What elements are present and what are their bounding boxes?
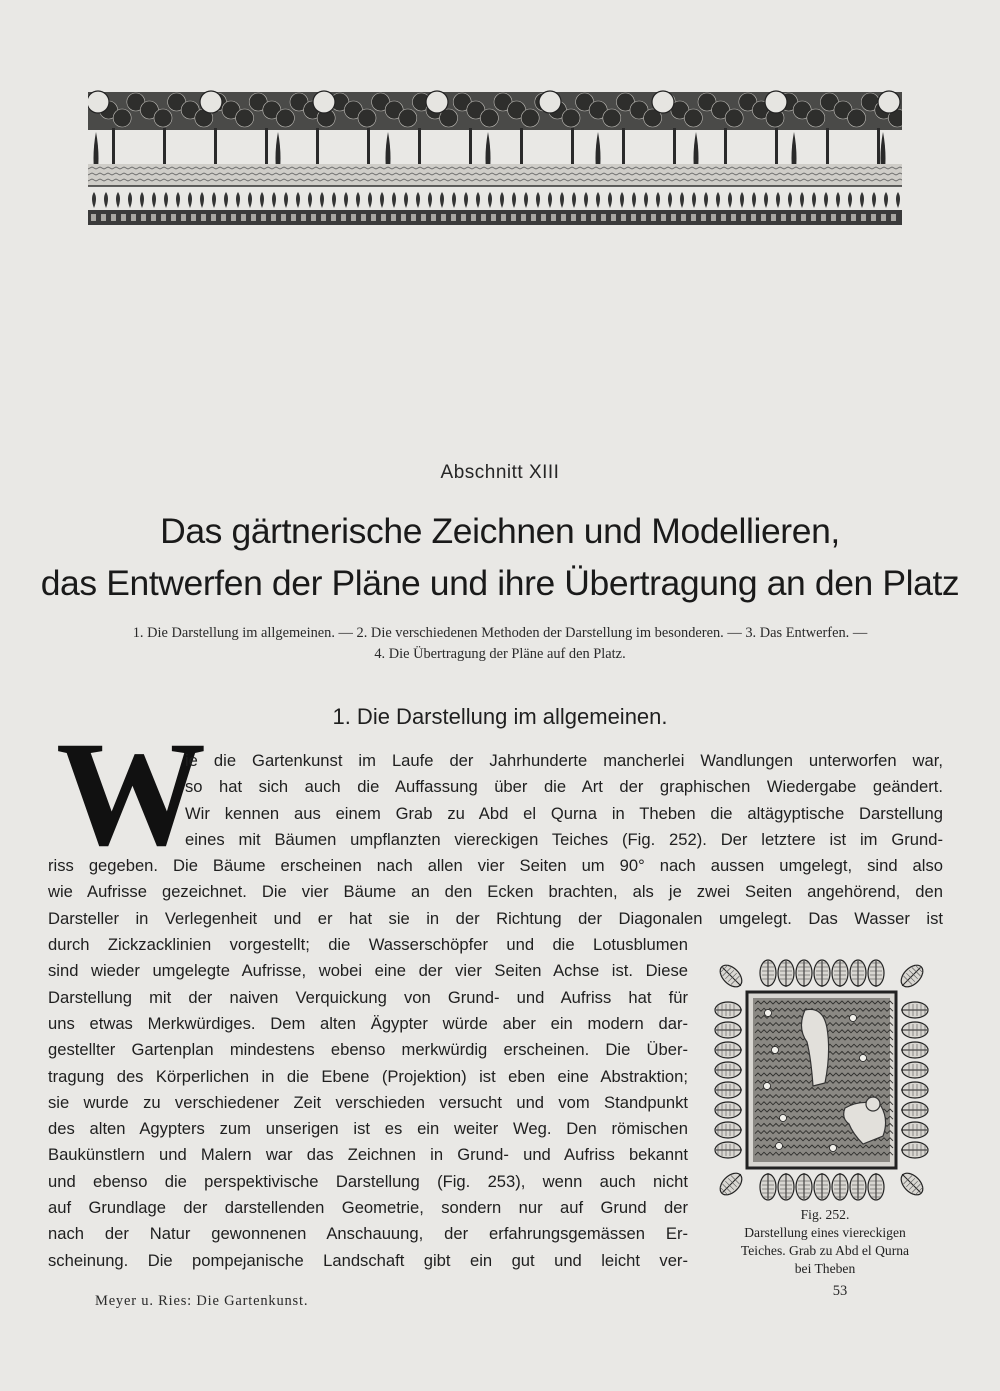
lotus-flower-icon bbox=[830, 1145, 837, 1152]
tree-leaf-icon bbox=[901, 1042, 928, 1058]
egyptian-pond-figure bbox=[713, 958, 930, 1204]
body-line: tragung des Körperlichen in die Ebene (Projektion) ist eben eine Abstraktion; bbox=[48, 1066, 688, 1086]
tree-leaf-icon bbox=[832, 1173, 848, 1200]
lotus-flower-icon bbox=[765, 1010, 772, 1017]
footer-credit: Meyer u. Ries: Die Gartenkunst. bbox=[95, 1293, 309, 1309]
lotus-flower-icon bbox=[780, 1115, 787, 1122]
tree-canopy-band bbox=[88, 91, 902, 130]
tree-leaf-icon bbox=[814, 1173, 830, 1200]
lotus-flower-icon bbox=[850, 1015, 857, 1022]
page-number: 53 bbox=[832, 1283, 848, 1299]
body-line: durch Zickzacklinien vorgestellt; die Wasserschöpfer und die Lotusblumen bbox=[48, 935, 688, 955]
body-line: ie die Gartenkunst im Laufe der Jahrhunderte mancherlei Wandlungen unterworfen war, bbox=[185, 751, 943, 770]
chapter-title-line-1: Das gärtnerische Zeichnen und Modellieren, bbox=[160, 511, 840, 551]
body-line: uns etwas Merkwürdiges. Dem alten Ägypter würde aber ein modern dar- bbox=[48, 1013, 688, 1033]
body-line: Darstellung mit der naiven Verquickung von Grund- und Aufriss hat für bbox=[48, 987, 688, 1007]
lotus-flower-icon bbox=[776, 1143, 783, 1150]
tree-leaf-icon bbox=[850, 1173, 866, 1200]
garden-frieze-illustration bbox=[88, 88, 902, 225]
tree-leaf-icon bbox=[715, 1002, 742, 1018]
tree-leaf-icon bbox=[896, 1168, 926, 1198]
chapter-summary-line-2: 4. Die Übertragung der Pläne auf den Platz. bbox=[374, 646, 626, 662]
flower-ornament-icon bbox=[426, 91, 448, 113]
tree-leaf-icon bbox=[715, 1022, 742, 1038]
section-heading: 1. Die Darstellung im allgemeinen. bbox=[332, 704, 668, 729]
ground-pattern bbox=[91, 214, 896, 221]
flower-row bbox=[92, 192, 900, 208]
lotus-flower-icon bbox=[860, 1055, 867, 1062]
tree-leaf-icon bbox=[778, 960, 794, 987]
tree-leaf-icon bbox=[901, 1122, 928, 1138]
body-line: auf Grundlage der darstellenden Geometrie, sondern nur auf Grund der bbox=[48, 1198, 688, 1218]
tree-leaf-icon bbox=[814, 960, 830, 987]
caption-line-3: Teiches. Grab zu Abd el Qurna bbox=[740, 1243, 910, 1258]
flower-ornament-icon bbox=[539, 91, 561, 113]
tree-leaf-icon bbox=[896, 961, 926, 991]
body-line: Darsteller in Verlegenheit und er hat sie in der Richtung der Diagonalen umgelegt. Das Wasser ist bbox=[48, 908, 943, 928]
flower-ornament-icon bbox=[200, 91, 222, 113]
body-line: sind wieder umgelegte Aufrisse, wobei eine der vier Seiten Achse ist. Diese bbox=[48, 961, 688, 981]
tree-leaf-icon bbox=[715, 1082, 742, 1098]
flower-ornament-icon bbox=[652, 91, 674, 113]
body-line: nach der Natur gewonnenen Anschauung, der erfahrungsgemässen Er- bbox=[48, 1224, 688, 1244]
body-line: Wir kennen aus einem Grab zu Abd el Qurna in Theben die altägyptische Darstellung bbox=[185, 803, 943, 823]
tree-leaf-icon bbox=[901, 1082, 928, 1098]
caption-line-2: Darstellung eines viereckigen bbox=[744, 1225, 906, 1240]
caption-line-4: bei Theben bbox=[794, 1261, 856, 1276]
caption-line-1: Fig. 252. bbox=[800, 1207, 850, 1222]
tree-leaf-icon bbox=[760, 1173, 776, 1200]
chapter-title-line-2: das Entwerfen der Pläne und ihre Übertragung an den Platz bbox=[40, 563, 960, 603]
tree-leaf-icon bbox=[796, 1173, 812, 1200]
lotus-flower-icon bbox=[772, 1047, 779, 1054]
tree-leaf-icon bbox=[760, 960, 776, 987]
body-line: und ebenso die perspektivische Darstellung (Fig. 253), wenn auch nicht bbox=[48, 1171, 688, 1191]
tree-leaf-icon bbox=[715, 1102, 742, 1118]
tree-leaf-icon bbox=[850, 960, 866, 987]
tree-leaf-icon bbox=[868, 960, 884, 987]
flower-ornament-icon bbox=[878, 91, 900, 113]
body-line: eines mit Bäumen umpflanzten viereckigen Teiches (Fig. 252). Der letztere ist im Grund- bbox=[185, 829, 943, 849]
tree-leaf-icon bbox=[715, 1142, 742, 1158]
body-line: riss gegeben. Die Bäume erscheinen nach allen vier Seiten um 90° nach aussen umgelegt, sind also bbox=[48, 856, 943, 876]
chapter-summary-line-1: 1. Die Darstellung im allgemeinen. — 2. Die verschiedenen Methoden der Darstellung im besonderen. — 3. Das Entwerfen. — bbox=[132, 625, 868, 641]
tree-leaf-icon bbox=[868, 1173, 884, 1200]
tree-leaf-icon bbox=[715, 1122, 742, 1138]
flower-ornament-icon bbox=[765, 91, 787, 113]
body-line: gestellter Gartenplan mindestens ebenso merkwürdig erscheinen. Die Über- bbox=[48, 1040, 688, 1060]
tree-leaf-icon bbox=[901, 1022, 928, 1038]
tree-leaf-icon bbox=[832, 960, 848, 987]
tree-leaf-icon bbox=[901, 1102, 928, 1118]
flower-ornament-icon bbox=[313, 91, 335, 113]
tree-leaf-icon bbox=[778, 1173, 794, 1200]
chapter-title bbox=[0, 505, 1000, 609]
tree-leaf-icon bbox=[715, 1062, 742, 1078]
tree-leaf-icon bbox=[901, 1062, 928, 1078]
body-line: sie wurde zu verschiedener Zeit verschieden versucht und vom Standpunkt bbox=[48, 1092, 688, 1112]
tree-leaf-icon bbox=[715, 1042, 742, 1058]
tree-leaf-icon bbox=[901, 1002, 928, 1018]
body-line: wie Aufrisse gezeichnet. Die vier Bäume an den Ecken brachten, als je zwei Seiten angehörend, den bbox=[48, 882, 943, 902]
lotus-flower-icon bbox=[764, 1083, 771, 1090]
chapter-summary bbox=[30, 623, 970, 665]
body-line: des alten Agypters zum unserigen ist es ein weiter Weg. Den römischen bbox=[48, 1119, 688, 1139]
body-line: Baukünstlern und Malern war das Zeichnen in Grund- und Aufriss bekannt bbox=[48, 1145, 688, 1165]
tree-leaf-icon bbox=[716, 961, 746, 991]
flower-ornament-icon bbox=[88, 91, 109, 113]
body-line: so hat sich auch die Auffassung über die Art der graphischen Wiedergabe geändert. bbox=[185, 777, 943, 797]
drop-cap: W bbox=[56, 711, 206, 877]
tree-leaf-icon bbox=[796, 960, 812, 987]
tree-leaf-icon bbox=[716, 1168, 746, 1198]
figure-caption bbox=[696, 1206, 954, 1278]
section-label: Abschnitt XIII bbox=[440, 462, 560, 483]
body-line: scheinung. Die pompejanische Landschaft gibt ein gut und leicht ver- bbox=[48, 1250, 688, 1270]
tree-leaf-icon bbox=[901, 1142, 928, 1158]
